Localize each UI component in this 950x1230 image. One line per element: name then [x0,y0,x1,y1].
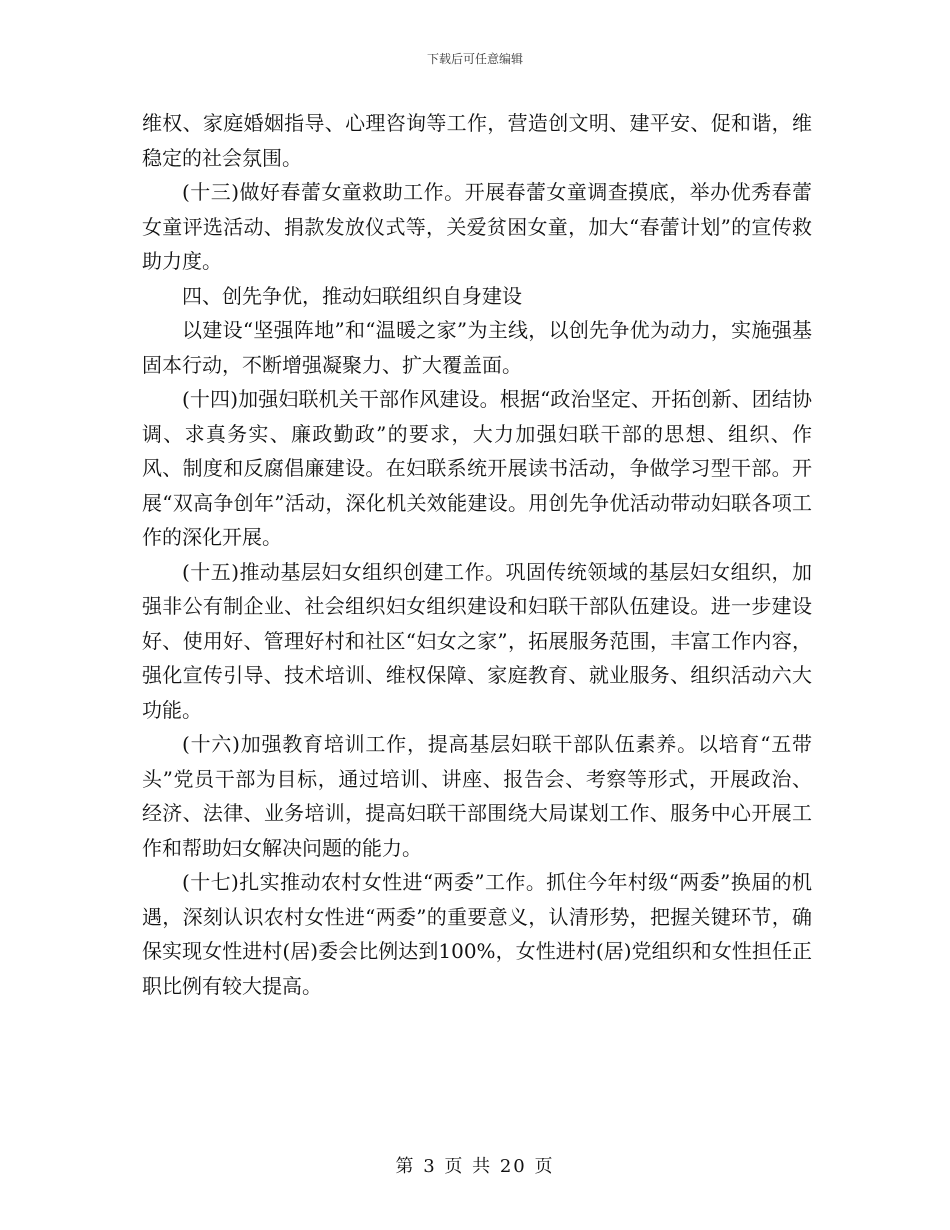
paragraph-continuation: 维权、家庭婚姻指导、心理咨询等工作，营造创文明、建平安、促和谐，维稳定的社会氛围。 [142,111,812,170]
paragraph-item-14: (十四)加强妇联机关干部作风建设。根据“政治坚定、开拓创新、团结协调、求真务实、廉政勤政”的要求，大力加强妇联干部的思想、组织、作风、制度和反腐倡廉建设。在妇联系统开展读书活动，争做学习型干部。开展“双高争创年”活动，深化机关效能建设。用创先争优活动带动妇联各项工作的深化开展。 [142,387,812,549]
paragraph-item-15: (十五)推动基层妇女组织创建工作。巩固传统领域的基层妇女组织，加强非公有制企业、社会组织妇女组织建设和妇联干部队伍建设。进一步建设好、使用好、管理好村和社区“妇女之家”，拓展服务范围，丰富工作内容，强化宣传引导、技术培训、维权保障、家庭教育、就业服务、组织活动六大功能。 [142,559,812,722]
section-heading-4: 四、创先争优，推动妇联组织自身建设 [182,283,522,308]
paragraph-item-13: (十三)做好春蕾女童救助工作。开展春蕾女童调查摸底，举办优秀春蕾女童评选活动、捐款发放仪式等，关爱贫困女童，加大“春蕾计划”的宣传救助力度。 [142,180,812,273]
paragraph-item-17: (十七)扎实推动农村女性进“两委”工作。抓住今年村级“两委”换届的机遇，深刻认识农村女性进“两委”的重要意义，认清形势，把握关键环节，确保实现女性进村(居)委会比例达到100%，女性进村(居)党组织和女性担任正职比例有较大提高。 [142,870,812,998]
page-header-note: 下载后可任意编辑 [426,52,523,66]
page-number: 第 3 页 共 20 页 [395,1156,555,1177]
paragraph-item-16: (十六)加强教育培训工作，提高基层妇联干部队伍素养。以培育“五带头”党员干部为目标，通过培训、讲座、报告会、考察等形式，开展政治、经济、法律、业务培训，提高妇联干部围绕大局谋划工作、服务中心开展工作和帮助妇女解决问题的能力。 [142,732,812,860]
paragraph-section-intro: 以建设“坚强阵地”和“温暖之家”为主线，以创先争优为动力，实施强基固本行动，不断增强凝聚力、扩大覆盖面。 [142,318,812,377]
document-body [142,106,812,1003]
